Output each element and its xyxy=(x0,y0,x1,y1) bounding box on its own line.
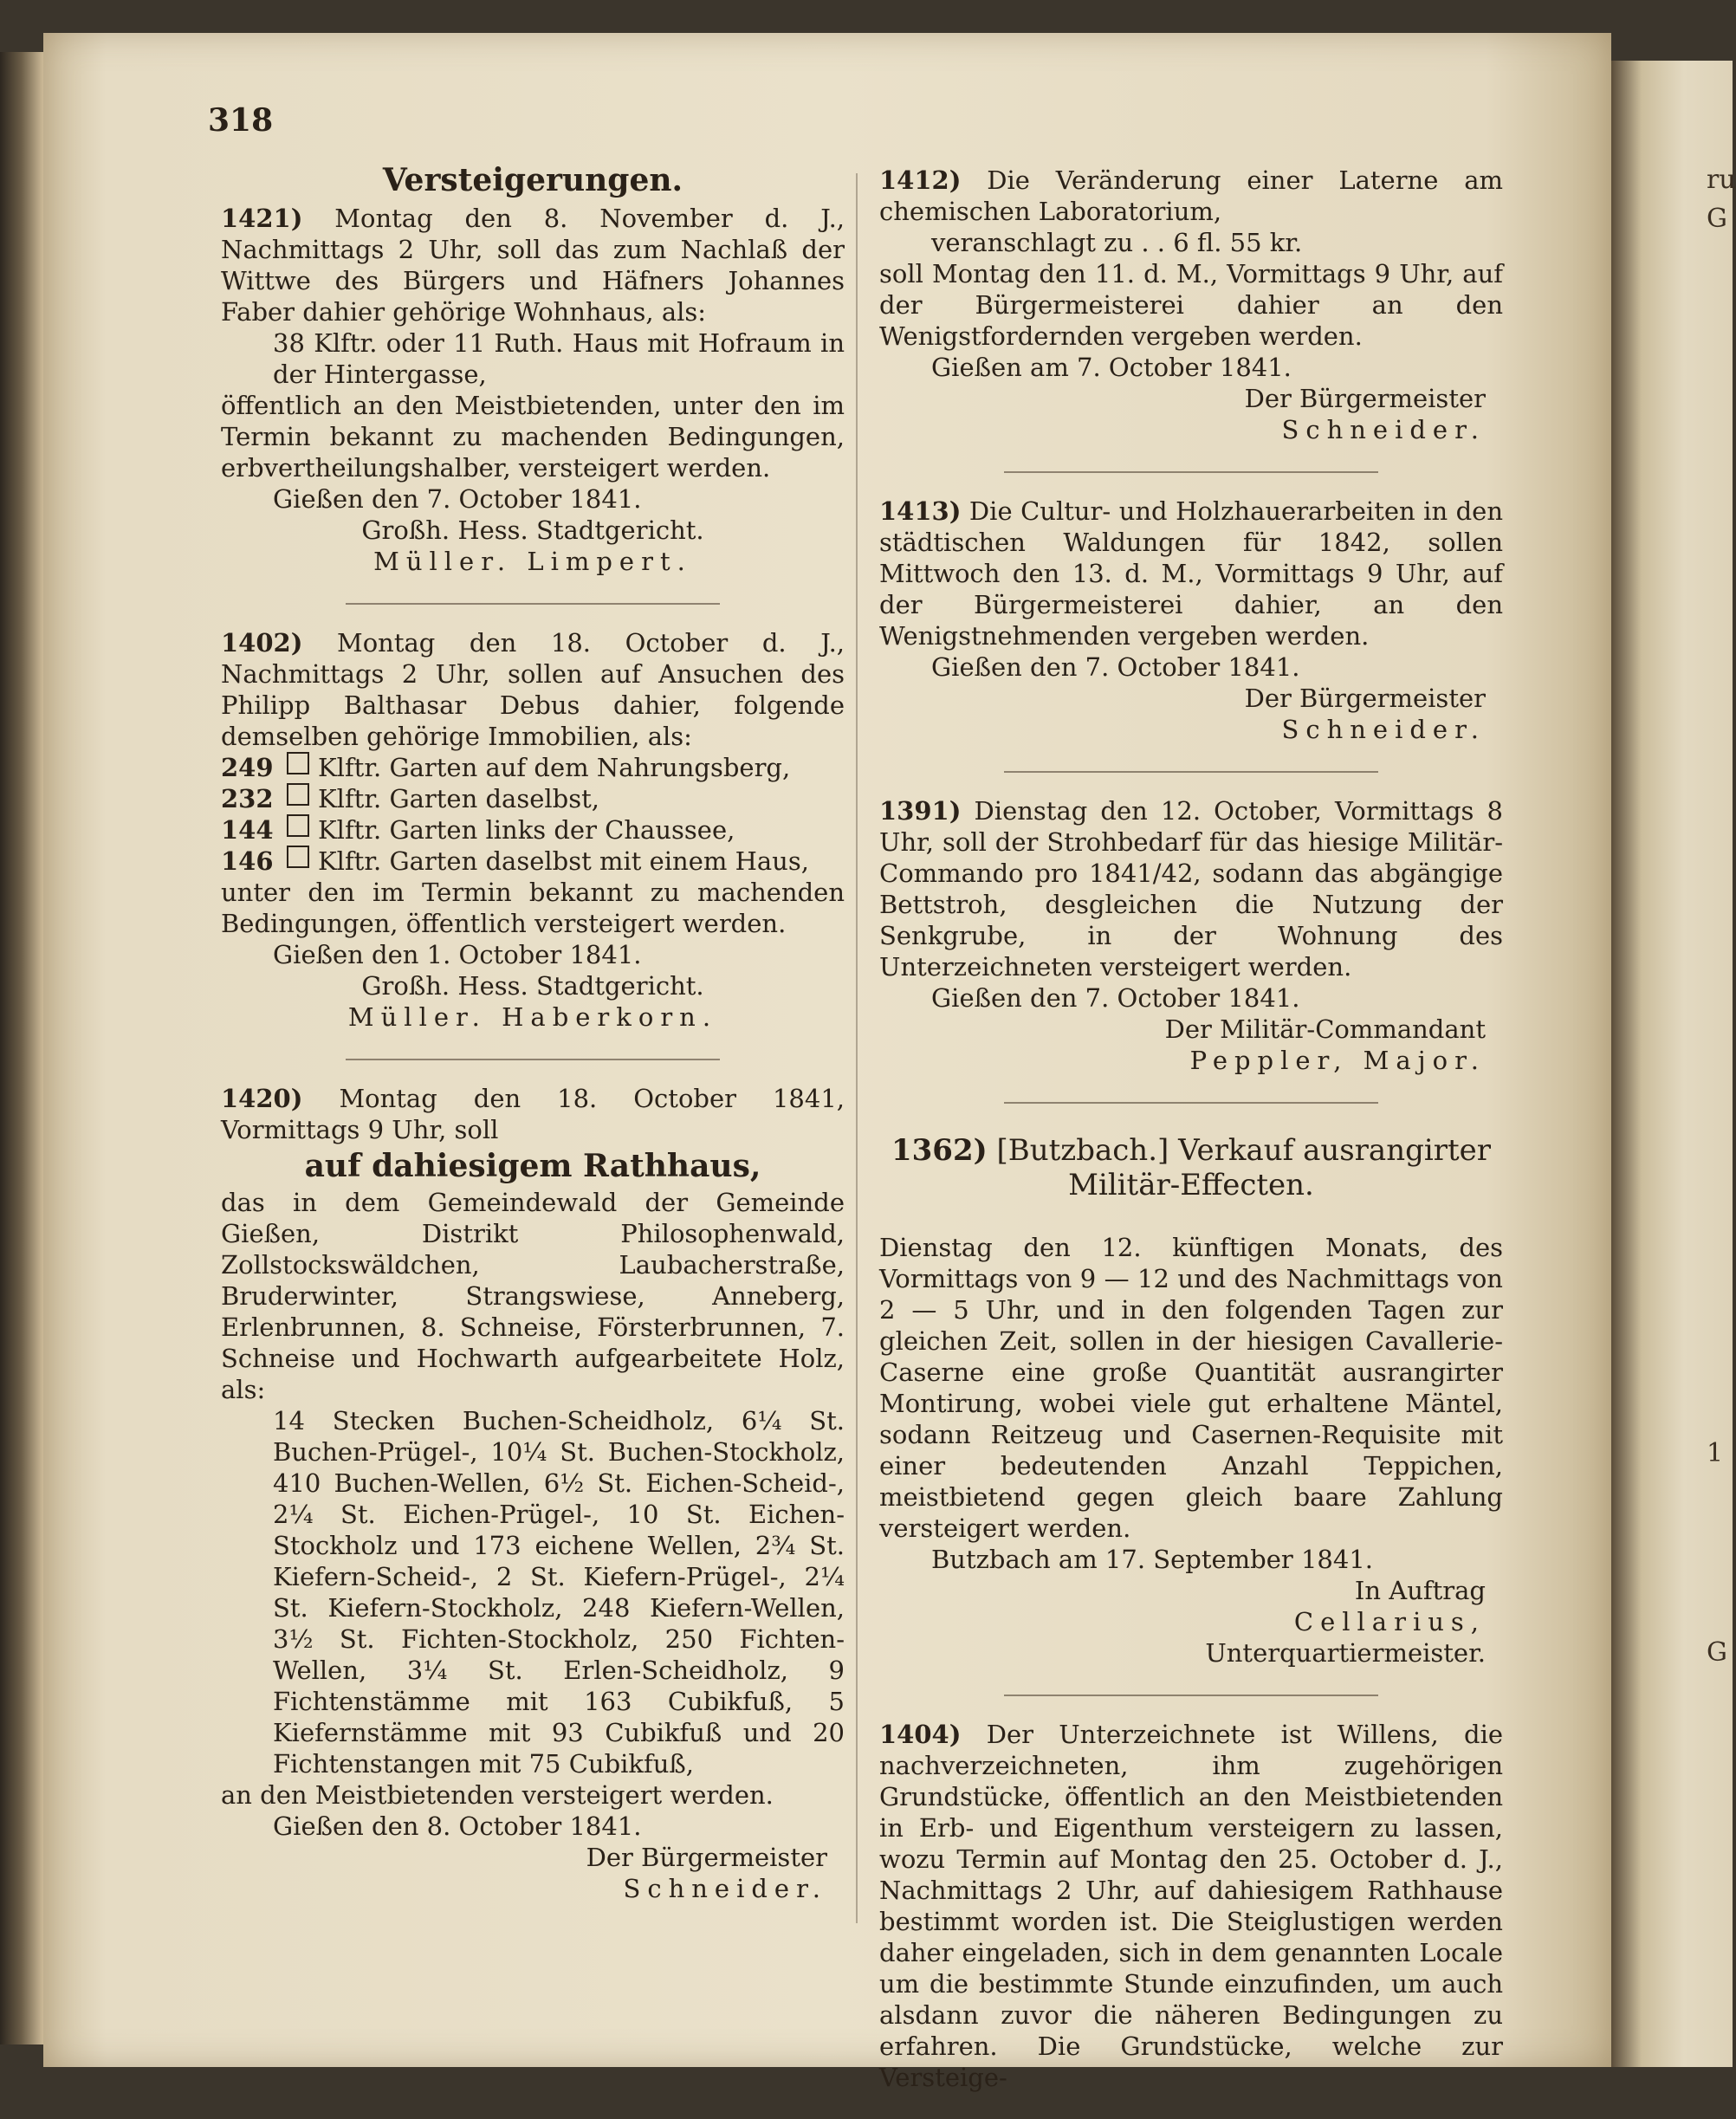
notice-number: 1413) xyxy=(879,496,962,526)
item-text: Klftr. Garten daselbst, xyxy=(318,784,599,813)
right-column xyxy=(879,165,1503,2119)
notice-text: Dienstag den 12. October, Vormittags 8 Uhr, soll der Strohbedarf für das hiesige Militär-Commando pro 1841/42, sodann das abgängige Bettstroh, desgleichen die Nutzung der Senkgrube, in der Wohnung des Unterzeichneten versteigert werden. xyxy=(879,796,1503,982)
notice-1404 xyxy=(879,1719,1503,2093)
notice-1402 xyxy=(221,627,845,1033)
column-divider xyxy=(856,173,858,1923)
signer-title: Der Bürgermeister xyxy=(1244,384,1486,413)
separator xyxy=(1004,1102,1378,1104)
notice-number: 1412) xyxy=(879,165,962,195)
separator xyxy=(1004,1695,1378,1696)
court-name: Großh. Hess. Stadtgericht. xyxy=(361,971,704,1001)
signer-name: Peppler, Major. xyxy=(1189,1046,1486,1075)
square-symbol xyxy=(287,814,309,837)
place-date: Gießen am 7. October 1841. xyxy=(931,353,1292,382)
signer-title: Der Bürgermeister xyxy=(1244,684,1486,713)
signatures: Müller. Limpert. xyxy=(373,547,692,576)
next-page-fragment: G xyxy=(1707,204,1727,234)
place-date: Butzbach am 17. September 1841. xyxy=(931,1545,1373,1574)
notice-number: 1362) xyxy=(891,1133,988,1168)
place-date: Gießen den 7. October 1841. xyxy=(931,983,1300,1013)
signer-name: Cellarius, xyxy=(1293,1607,1486,1636)
estimate: veranschlagt zu . . 6 fl. 55 kr. xyxy=(931,228,1303,257)
section-heading: Versteigerungen. xyxy=(382,162,683,198)
notice-text: Der Unterzeichnete ist Willens, die nachverzeichneten, ihm zugehörigen Grundstücke, öffentlich an den Meistbietenden in Erb- und Eigenthum versteigern zu lassen, wozu Termin auf Montag den 25. October d. J., Nachmittags 2 Uhr, auf dahiesigem Rathhause bestimmt worden ist. Die Steiglustigen werden daher eingeladen, sich in dem genannten Locale um die bestimmte Stunde einzufinden, um auch alsdann zuvor die näheren Bedingungen zu erfahren. Die Grundstücke, welche zur Versteige- xyxy=(879,1720,1503,2092)
signer-name: Schneider. xyxy=(623,1874,827,1903)
place-date: Gießen den 8. October 1841. xyxy=(273,1811,642,1841)
signer-title: Der Militär-Commandant xyxy=(1164,1014,1486,1044)
signer-title: Der Bürgermeister xyxy=(586,1843,827,1872)
notice-text: Montag den 18. October d. J., Nachmittags 2 Uhr, sollen auf Ansuchen des Philipp Balthasar Debus dahier, folgende demselben gehörige Immobilien, als: xyxy=(221,628,845,751)
notice-1413 xyxy=(879,496,1503,745)
court-name: Großh. Hess. Stadtgericht. xyxy=(361,515,704,545)
heading-place: [Butzbach.] xyxy=(996,1133,1169,1168)
notice-text: Die Veränderung einer Laterne am chemischen Laboratorium, xyxy=(879,165,1503,226)
square-symbol xyxy=(287,846,309,868)
place-date: Gießen den 7. October 1841. xyxy=(273,484,642,514)
square-symbol xyxy=(287,752,309,774)
notice-number: 1421) xyxy=(221,204,303,233)
list-item xyxy=(221,846,845,877)
separator xyxy=(1004,771,1378,773)
next-page-fragment: 1 xyxy=(1707,1438,1724,1468)
signer-role: Unterquartiermeister. xyxy=(1205,1638,1486,1668)
notice-1362 xyxy=(879,1133,1503,1669)
signatures: Müller. Haberkorn. xyxy=(347,1002,718,1032)
item-number: 232 xyxy=(221,784,274,813)
separator xyxy=(346,1059,720,1060)
notice-text: Montag den 18. October 1841, Vormittags 9 Uhr, soll xyxy=(221,1084,845,1144)
notice-text: Die Cultur- und Holzhauerarbeiten in den städtischen Waldungen für 1842, sollen Mittwoch den 13. d. M., Vormittags 9 Uhr, auf der Bürgermeisterei dahier, an den Wenigstnehmenden vergeben werden. xyxy=(879,496,1504,651)
signer-title: In Auftrag xyxy=(1354,1576,1486,1605)
next-page-fragment: ru xyxy=(1707,165,1736,195)
notice-location: auf dahiesigem Rathhaus, xyxy=(304,1148,761,1184)
notice-1420 xyxy=(221,1083,845,1904)
item-number: 146 xyxy=(221,846,274,876)
signer-name: Schneider. xyxy=(1281,715,1486,744)
page-number: 318 xyxy=(208,102,274,139)
notice-1412 xyxy=(879,165,1503,445)
place-date: Gießen den 1. October 1841. xyxy=(273,940,642,969)
notice-text: Montag den 8. November d. J., Nachmittags 2 Uhr, soll das zum Nachlaß der Wittwe des Bürgers und Häfners Johannes Faber dahier gehörige Wohnhaus, als: xyxy=(221,204,845,327)
item-text: Klftr. Garten auf dem Nahrungsberg, xyxy=(318,753,791,782)
notice-text: öffentlich an den Meistbietenden, unter den im Termin bekannt zu machenden Bedingungen, erbvertheilungshalber, versteigert werden. xyxy=(221,391,845,483)
separator xyxy=(1004,471,1378,473)
signer-name: Schneider. xyxy=(1281,415,1486,444)
item-text: Klftr. Garten daselbst mit einem Haus, xyxy=(318,846,809,876)
next-page-fragment: G xyxy=(1707,1637,1727,1668)
separator xyxy=(346,603,720,605)
notice-text: das in dem Gemeindewald der Gemeinde Gießen, Distrikt Philosophenwald, Zollstockswäldchen, Laubacherstraße, Bruderwinter, Strangswiese, Anneberg, Erlenbrunnen, 8. Schneise, Försterbrunnen, 7. Schneise und Hochwarth aufgearbeitete Holz, als: xyxy=(221,1188,845,1404)
notice-1421 xyxy=(221,203,845,577)
notice-number: 1404) xyxy=(879,1720,962,1749)
notice-text: an den Meistbietenden versteigert werden. xyxy=(221,1780,774,1810)
notice-text: Dienstag den 12. künftigen Monats, des Vormittags von 9 — 12 und des Nachmittags von 2 — 5 Uhr, und in den folgenden Tagen zur gleichen Zeit, sollen in der hiesigen Cavallerie-Caserne eine große Quantität ausrangirter Montirung, wobei viele gut erhaltene Mäntel, sodann Reitzeug und Casernen-Requisite mit einer bedeutenden Anzahl Teppichen, meistbietend gegen gleich baare Zahlung versteigert werden. xyxy=(879,1233,1503,1543)
notice-text: soll Montag den 11. d. M., Vormittags 9 Uhr, auf der Bürgermeisterei dahier an den Wenigstfordernden vergeben werden. xyxy=(879,259,1503,351)
notice-number: 1420) xyxy=(221,1084,303,1113)
notice-number: 1391) xyxy=(879,796,962,826)
next-page-edge xyxy=(1611,61,1736,2067)
notice-heading: Verkauf ausrangirter Militär-Effecten. xyxy=(1068,1133,1492,1202)
notice-1391 xyxy=(879,795,1503,1076)
notice-number: 1402) xyxy=(221,628,303,658)
item-number: 144 xyxy=(221,815,274,845)
square-symbol xyxy=(287,783,309,806)
left-column xyxy=(221,162,845,1930)
place-date: Gießen den 7. October 1841. xyxy=(931,652,1300,682)
item-text: Klftr. Garten links der Chaussee, xyxy=(318,815,735,845)
notice-text: unter den im Termin bekannt zu machenden Bedingungen, öffentlich versteigert werden. xyxy=(221,878,845,938)
item-number: 249 xyxy=(221,753,274,782)
list-item xyxy=(221,783,845,814)
wood-list: 14 Stecken Buchen-Scheidholz, 6¼ St. Buchen-Prügel-, 10¼ St. Buchen-Stockholz, 410 Buchen-Wellen, 6½ St. Eichen-Scheid-, 2¼ St. Eichen-Prügel-, 10 St. Eichen-Stockholz und 173 eichene Wellen, 2¾ St. Kiefern-Scheid-, 2 St. Kiefern-Prügel-, 2¼ St. Kiefern-Stockholz, 248 Kiefern-Wellen, 3½ St. Fichten-Stockholz, 250 Fichten-Wellen, 3¼ St. Erlen-Scheidholz, 9 Fichtenstämme mit 163 Cubikfuß, 5 Kiefernstämme mit 93 Cubikfuß und 20 Fichtenstangen mit 75 Cubikfuß, xyxy=(273,1406,845,1779)
list-item xyxy=(221,752,845,783)
notice-item: 38 Klftr. oder 11 Ruth. Haus mit Hofraum in der Hintergasse, xyxy=(273,328,845,389)
list-item xyxy=(221,814,845,846)
